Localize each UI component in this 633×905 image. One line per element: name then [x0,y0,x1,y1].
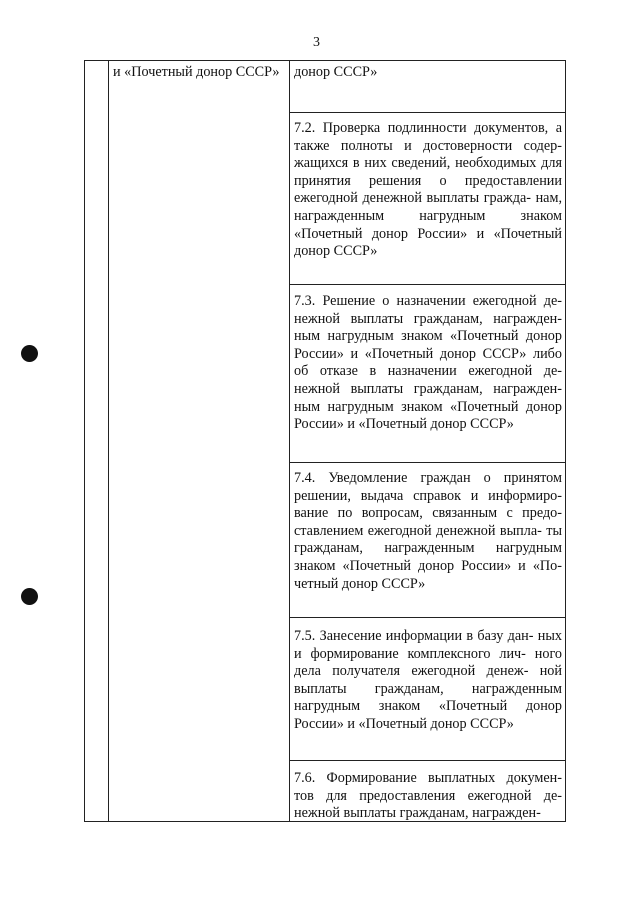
punch-hole [21,588,38,605]
row-divider [289,760,566,761]
table-cell-text: 7.5. Занесение информации в базу дан- ных и формирование комплексного лич- ного дела получателя ежегодной денеж- ной выплаты гражданам, награжденным нагрудным знаком «Почетный донор России» и «Почетный донор СССР» [294,628,562,732]
row-divider [289,284,566,285]
table-cell-text: 7.3. Решение о назначении ежегодной де- нежной выплаты гражданам, награжден- ным нагрудным знаком «Почетный донор России» и «Почетный донор СССР» либо об отказе в назначении ежегодной де- нежной выплаты гражданам, награжден- ным нагрудным знаком «Почетный донор России» и «Почетный донор СССР» [294,293,562,433]
row-divider [289,112,566,113]
punch-hole [21,345,38,362]
row-divider [289,462,566,463]
left-cell-text: и «Почетный донор СССР» [113,64,280,80]
table-border-top [84,60,566,61]
page-number: 3 [313,35,320,50]
table-cell-text: 7.6. Формирование выплатных докумен- тов для предоставления ежегодной де- нежной выплаты гражданам, награжден- [294,770,562,822]
table-border-left [84,60,85,822]
table-column-divider [108,60,109,822]
table-column-divider [289,60,290,822]
table-cell-text: 7.2. Проверка подлинности документов, а также полноты и достоверности содер- жащихся в них сведений, необходимых для принятия решения о предоставлении ежегодной денежной выплаты гражда- нам, награжденным нагрудным знаком «Почетный донор России» и «Почетный донор СССР» [294,120,562,260]
table-cell-text: 7.4. Уведомление граждан о принятом решении, выдача справок и информиро- вание по вопросам, связанным с предо- ставлением ежегодной денежной выпла- ты гражданам, награжденным нагрудным знаком «Почетный донор России» и «По- четный донор СССР» [294,470,562,592]
table-cell-text: донор СССР» [294,64,378,80]
table-border-right [565,60,566,822]
row-divider [289,617,566,618]
